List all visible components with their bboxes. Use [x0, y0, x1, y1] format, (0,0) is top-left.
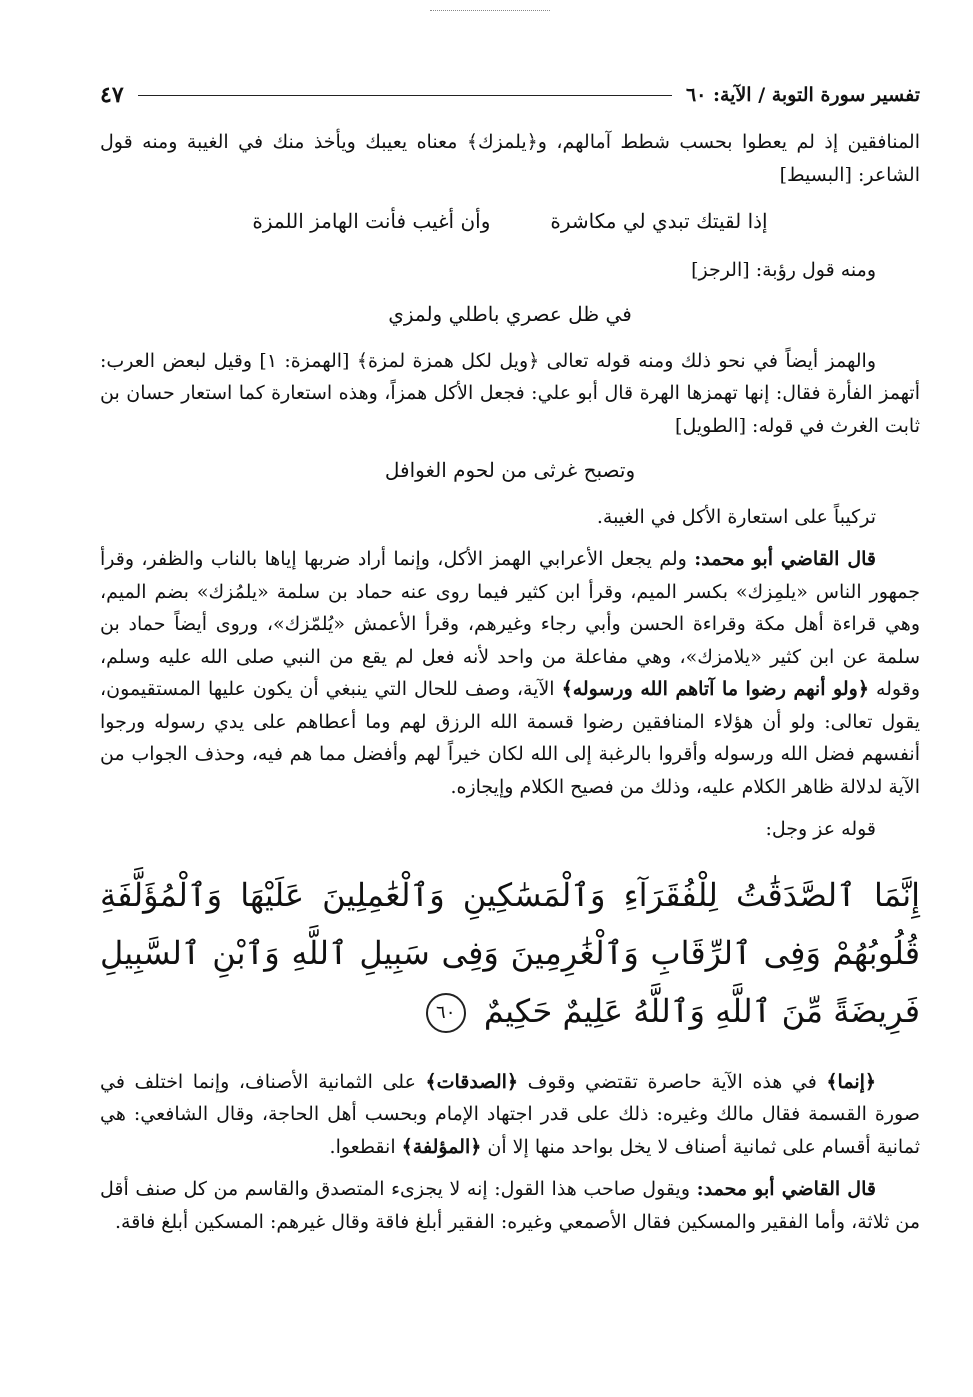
- paragraph-5-quote: ﴿ولو أنهم رضوا ما آتاهم الله ورسوله﴾: [561, 678, 869, 700]
- paragraph-5-text-b: الآية، وصف للحال التي ينبغي أن يكون عليها المستقيمون، يقول تعالى: ولو أن هؤلاء المنافقين رضوا قسمة الله الرزق لهم وما أعطاهم على يدي رسوله ورجوا أنفسهم فضل الله ورسوله وأقروا بالرغبة إلى الله لكان خيراً لهم وأفضل مما هم فيه، وحذف الجواب من الآية لدلالة ظاهر الكلام عليه، وذلك من فصيح الكلام وإيجازه.: [100, 678, 920, 798]
- verse-1-second-hemistich: وأن أغيب فأنت الهامز اللمزة: [252, 209, 491, 233]
- poetry-verse-3: وتصبح غرثى من لحوم الغوافل: [384, 458, 636, 482]
- paragraph-7-term-1: ﴿إنما﴾: [826, 1070, 877, 1093]
- poetry-verse-1: [100, 205, 920, 238]
- header-rule: [138, 95, 672, 96]
- quran-verse-text: إِنَّمَا ٱلصَّدَقَٰتُ لِلْفُقَرَآءِ وَٱلْمَسَٰكِينِ وَٱلْعَٰمِلِينَ عَلَيْهَا وَٱلْمُؤَلَّفَةِ قُلُوبُهُمْ وَفِى ٱلرِّقَابِ وَٱلْغَٰرِمِينَ وَفِى سَبِيلِ ٱللَّهِ وَٱبْنِ ٱلسَّبِيلِ فَرِيضَةً مِّنَ ٱللَّهِ وَٱللَّهُ عَلِيمٌ حَكِيمٌ: [100, 875, 920, 1030]
- paragraph-4: تركيباً على استعارة الأكل في الغيبة.: [596, 505, 876, 528]
- paragraph-2: ومنه قول رؤبة: [الرجز]: [691, 258, 876, 281]
- paragraph-5-text-a: ولم يجعل الأعرابي الهمز الأكل، وإنما أراد ضربها إياها بالناب والظفر، وقرأ جمهور الناس «يلمِزك» بكسر الميم، وقرأ ابن كثير فيما روى عنه حماد بن سلمة «يلمُزك» بضم الميم، وهي قراءة أهل مكة وقراءة الحسن وأبي رجاء وغيرهم، وقرأ الأعمش «يُلمّزك»، وروى أيضاً حماد بن سلمة عن ابن كثير «يلامزك»، وهي مفاعلة من واحد لأنه فعل لم يقع من النبي صلى الله عليه وسلم، وقوله: [100, 548, 921, 700]
- paragraph-7: [100, 1066, 920, 1164]
- paragraph-5: [100, 543, 920, 803]
- poetry-verse-2: في ظل عصري باطلي ولمزي: [388, 302, 632, 326]
- paragraph-7-term-2: ﴿الصدقات﴾: [425, 1070, 519, 1093]
- ayah-number-marker: ٦٠: [426, 993, 466, 1033]
- paragraph-7-text-a: في هذه الآية حاصرة تقتضي وقوف: [518, 1070, 827, 1093]
- page-number: ٤٧: [100, 82, 124, 108]
- paragraph-8-text: ويقول صاحب هذا القول: إنه لا يجزىء المتصدق والقاسم من كل صنف أقل من ثلاثة، وأما الفقير والمسكين فقال الأصمعي وغيره: الفقير أبلغ فاقة وقال غيرهم: المسكين أبلغ فاقة.: [100, 1178, 920, 1233]
- paragraph-3: والهمز أيضاً في نحو ذلك ومنه قوله تعالى ﴿ويل لكل همزة لمزة﴾ [الهمزة: ١] وقيل لبعض العرب: أتهمز الفأرة فقال: إنها تهمزها الهرة قال أبو علي: فجعل الأكل همزاً، وهذه استعارة كما استعار حسان بن ثابت الغرث في قوله: [الطويل]: [100, 349, 920, 437]
- paragraph-8: [100, 1173, 920, 1238]
- paragraph-7-text-c: على الثمانية الأصناف، وإنما اختلف في صورة القسمة فقال مالك وغيره: ذلك على قدر اجتهاد الإمام وبحسب أهل الحاجة، وقال الشافعي: هي ثمانية أقسام على ثمانية أصناف لا يخل بواحد منها إلا أن: [100, 1070, 920, 1158]
- paragraph-1: المنافقين إذ لم يعطوا بحسب شطط آمالهم، و﴿يلمزك﴾ معناه يعيبك ويأخذ منك في الغيبة ومنه قول الشاعر: [البسيط]: [100, 131, 920, 186]
- page-body: [100, 126, 920, 1248]
- paragraph-8-lead: قال القاضي أبو محمد:: [696, 1178, 876, 1200]
- verse-1-first-hemistich: إذا لقيتك تبدي لي مكاشرة: [550, 209, 768, 233]
- scan-top-marks: [430, 0, 550, 11]
- paragraph-5-lead: قال القاضي أبو محمد:: [694, 548, 876, 570]
- paragraph-6: قوله عز وجل:: [765, 818, 876, 840]
- paragraph-7-text-d: انقطعوا.: [329, 1135, 402, 1158]
- running-header: [100, 80, 920, 110]
- paragraph-7-term-3: ﴿المؤلفة﴾: [401, 1135, 482, 1158]
- header-title: تفسير سورة التوبة / الآية: ٦٠: [685, 84, 920, 106]
- quran-verse-block: [100, 866, 920, 1040]
